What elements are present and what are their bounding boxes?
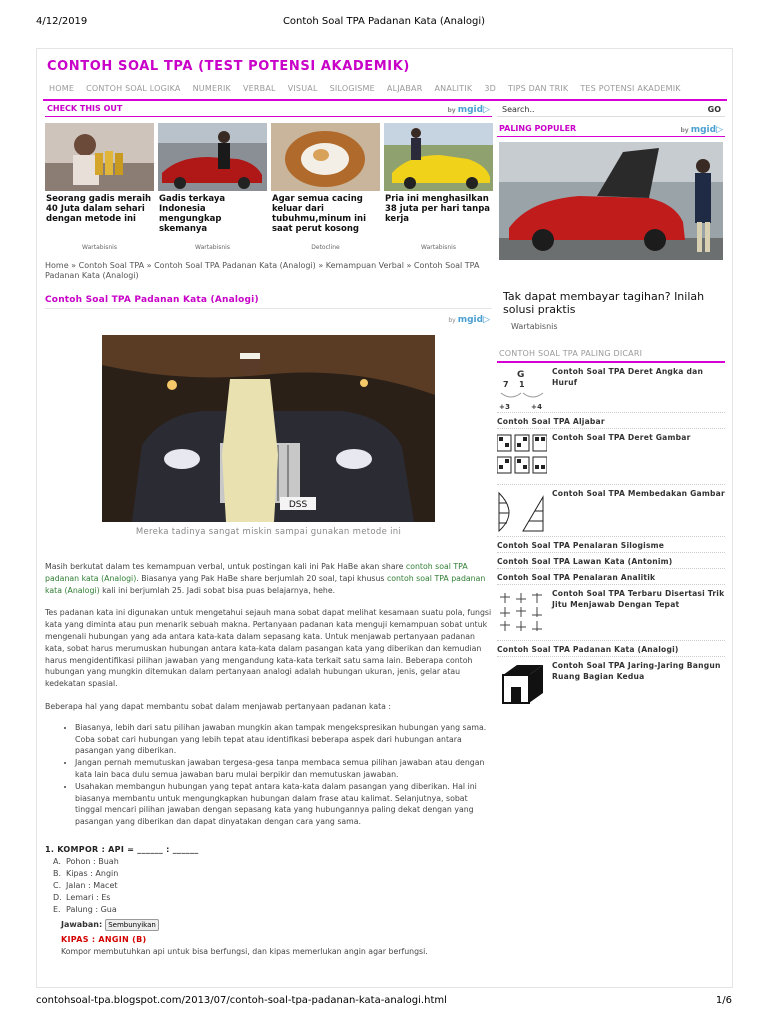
list-item[interactable]: Contoh Soal TPA Penalaran Silogisme — [497, 537, 725, 553]
ad-card[interactable] — [384, 123, 493, 251]
mgid-logo[interactable]: by mgid▷ — [680, 125, 723, 135]
svg-text:+4: +4 — [531, 403, 543, 411]
adchoices-icon: ▷ — [483, 105, 490, 115]
ad-title[interactable]: Seorang gadis meraih 40 Juta dalam sehari dengan metode ini — [46, 194, 152, 224]
site-title[interactable]: CONTOH SOAL TPA (TEST POTENSI AKADEMIK) — [47, 59, 410, 74]
ads-heading: CHECK THIS OUT — [47, 104, 123, 113]
option-item: B. Kipas : Angin — [53, 868, 119, 878]
search-box[interactable] — [497, 103, 725, 117]
nav-item-tpa[interactable]: TES POTENSI AKADEMIK — [580, 84, 681, 93]
ad-cards — [45, 123, 492, 251]
ad-source: Wartabisnis — [82, 244, 117, 251]
ad-image[interactable] — [384, 123, 493, 191]
answer-label: Jawaban: — [61, 920, 103, 930]
intro-paragraph: Masih berkutat dalam tes kemampuan verbal, untuk postingan kali ini Pak HaBe akan share contoh soal TPA padanan kata (Analogi). Biasanya yang Pak HaBe share berjumlah 20 soal, tapi khusus contoh soal TPA padanan kata (Analogi) kali ini berjumlah 25. Jadi sobat bisa puas belajarnya, hehe. — [45, 562, 486, 595]
ad-source: Detocline — [311, 244, 340, 251]
svg-text:1: 1 — [519, 380, 525, 389]
ad-title[interactable]: Pria ini menghasilkan 38 juta per hari tanpa kerja — [385, 194, 491, 224]
nav-item-home[interactable]: HOME — [49, 84, 75, 93]
answer-row — [61, 919, 492, 931]
print-footer — [0, 995, 768, 1009]
hide-answer-button[interactable]: Sembunyikan — [105, 919, 159, 931]
search-go-button[interactable]: GO — [707, 105, 721, 114]
popular-title[interactable]: Tak dapat membayar tagihan? Inilah solusi praktis — [503, 290, 705, 316]
nav-item-silogisme[interactable]: SILOGISME — [329, 84, 375, 93]
option-item: E. Palung : Gua — [53, 904, 117, 914]
list-item[interactable]: Contoh Soal TPA Lawan Kata (Antonim) — [497, 553, 725, 569]
thumb-grid[interactable] — [497, 433, 547, 481]
ad-image[interactable] — [271, 123, 380, 191]
tips-intro: Beberapa hal yang dapat membantu sobat dalam menjawab pertanyaan padanan kata : — [45, 701, 392, 711]
ad-card[interactable] — [271, 123, 380, 251]
nav-item-visual[interactable]: VISUAL — [287, 84, 318, 93]
nav-item-logika[interactable]: CONTOH SOAL LOGIKA — [86, 84, 181, 93]
post-title[interactable]: Contoh Soal TPA Padanan Kata (Analogi) — [45, 295, 492, 309]
mgid-logo[interactable]: by mgid▷ — [447, 105, 490, 115]
nav-item-analitik[interactable]: ANALITIK — [434, 84, 473, 93]
list-item[interactable]: Contoh Soal TPA Penalaran Analitik — [497, 569, 725, 585]
list-item[interactable]: Contoh Soal TPA Jaring-Jaring Bangun Ruang Bagian Kedua — [497, 657, 725, 709]
answer-key: KIPAS : ANGIN (B) — [61, 934, 147, 944]
list-item: • Biasanya, lebih dari satu pilihan jawaban mungkin akan tampak mengekspresikan hubungan yang sama. Coba sobat cari hubungan yang lebih tepat atau identifikasi beberapa aspek dari hubungan antara pasangan yang diberikan. — [75, 722, 492, 757]
popular-header — [497, 123, 725, 137]
option-item: A. Pohon : Buah — [53, 856, 119, 866]
ads-header — [45, 103, 492, 117]
tips-list — [65, 722, 492, 828]
hero-image[interactable] — [102, 335, 435, 522]
nav-item-3d[interactable]: 3D — [484, 84, 496, 93]
thumb-cube[interactable] — [497, 661, 547, 711]
sidebar — [497, 103, 725, 709]
svg-text:+3: +3 — [499, 403, 511, 411]
page-sheet — [36, 48, 733, 988]
popular-list — [497, 363, 725, 709]
main-column — [45, 103, 492, 956]
option-item: C. Jalan : Macet — [53, 880, 118, 890]
popular-source: Wartabisnis — [511, 322, 558, 331]
answer-options — [53, 856, 492, 916]
list-item: • Usahakan membangun hubungan yang tepat antara kata-kata dalam pasangan yang diberikan. Hal ini biasanya membantu untuk mengungkapkan hubungan dalam frase atau kalimat. Selanjutnya, sobat tinggal mencari pilihan jawaban dengan sepasang kata yang hubungannya paling dekat dengan yang pasangan yang diberikan dan dapat dinyatakan dengan cara yang sama. — [75, 781, 492, 828]
list-item[interactable]: Contoh Soal TPA Aljabar — [497, 413, 725, 429]
adchoices-icon: ▷ — [716, 125, 723, 135]
ad-title[interactable]: Gadis terkaya Indonesia mengungkap skemanya — [159, 194, 226, 234]
list-item[interactable]: Contoh Soal TPA Padanan Kata (Analogi) — [497, 641, 725, 657]
answer-explanation: Kompor membutuhkan api untuk bisa berfungsi, dan kipas memerlukan angin agar berfungsi. — [61, 946, 428, 956]
post-link[interactable]: contoh soal TPA padanan kata (Analogi) — [45, 573, 486, 595]
list-item[interactable]: G 7 1 +3 +4 Contoh Soal TPA Deret Angka dan Huruf — [497, 363, 725, 413]
thumb-letters[interactable] — [497, 367, 547, 415]
ad-title[interactable]: Agar semua cacing keluar dari tubuhmu,minum ini saat perut kosong — [272, 194, 367, 234]
ad-source: Wartabisnis — [195, 244, 230, 251]
search-input[interactable]: Search.. — [502, 105, 535, 114]
nav-item-tips[interactable]: TIPS DAN TRIK — [507, 84, 569, 93]
list-item[interactable]: Contoh Soal TPA Deret Gambar — [497, 429, 725, 485]
ad-card[interactable] — [45, 123, 154, 251]
svg-text:G: G — [517, 370, 525, 380]
print-title: Contoh Soal TPA Padanan Kata (Analogi) — [282, 16, 486, 27]
list-item[interactable]: Contoh Soal TPA Terbaru Disertasi Trik Jitu Menjawab Dengan Tepat — [497, 585, 725, 641]
list-item[interactable]: Contoh Soal TPA Membedakan Gambar — [497, 485, 725, 537]
thumb-figures[interactable] — [497, 589, 547, 639]
nav-item-verbal[interactable]: VERBAL — [242, 84, 276, 93]
post-link[interactable]: contoh soal TPA padanan kata (Analogi) — [45, 562, 468, 583]
thumb-shapes[interactable] — [497, 489, 547, 537]
list-item: • Jangan pernah memutuskan jawaban tergesa-gesa tanpa membaca semua pilihan jawaban atau dengan kata lain baca dulu semua jawaban baru mulai berpikir dan memutuskan jawaban. — [75, 757, 492, 781]
print-header — [0, 16, 768, 30]
mgid-bar — [45, 313, 492, 327]
breadcrumb[interactable]: Home » Contoh Soal TPA » Contoh Soal TPA Padanan Kata (Analogi) » Kemampuan Verbal » Contoh Soal TPA Padanan Kata (Analogi) — [45, 261, 480, 280]
print-url: contohsoal-tpa.blogspot.com/2013/07/contoh-soal-tpa-padanan-kata-analogi.html — [36, 995, 447, 1006]
svg-text:7: 7 — [503, 380, 509, 389]
print-date: 4/12/2019 — [36, 16, 88, 27]
adchoices-icon: ▷ — [483, 315, 490, 325]
popular-heading: PALING POPULER — [499, 124, 577, 133]
option-item: D. Lemari : Es — [53, 892, 111, 902]
popular-image[interactable] — [499, 142, 723, 260]
ad-card[interactable] — [158, 123, 267, 251]
main-nav — [43, 79, 727, 101]
page-number: 1/6 — [715, 995, 732, 1006]
body-paragraph: Tes padanan kata ini digunakan untuk mengetahui sejauh mana sobat dapat melihat kesamaan suatu pola, fungsi kata yang diminta atau pun menarik sebuah makna. Pertanyaan padanan kata menguji kemampuan sobat untuk mengenali hubungan yang ada antara kata-kata dalam sepasang kata. Untuk menjawab pertanyaan padanan kata, sobat harus merumuskan hubungan antara kata-kata dalam pasangan kata yang diberikan dan kemudian harus mengidentifikasi pilihan jawaban yang mengandung kata-kata terkait satu sama lain. Beberapa contoh hubungan yang mungkin ditemukan dalam pertanyaan analogi adalah hubungan ukuran, jenis, gelar atau kedekatan spasial. — [45, 608, 492, 689]
nav-item-numerik[interactable]: NUMERIK — [192, 84, 231, 93]
question: 1. KOMPOR : API = ______ : ______ — [45, 844, 199, 854]
ad-source: Wartabisnis — [421, 244, 456, 251]
mgid-logo[interactable]: by mgid▷ — [448, 315, 490, 325]
hero-ad[interactable] — [102, 335, 435, 543]
ad-image[interactable] — [45, 123, 154, 191]
license-plate: DSS — [288, 500, 308, 510]
list-heading: CONTOH SOAL TPA PALING DICARI — [497, 349, 725, 363]
hero-caption[interactable]: Mereka tadinya sangat miskin sampai gunakan metode ini — [102, 522, 435, 543]
ad-image[interactable] — [158, 123, 267, 191]
nav-item-aljabar[interactable]: ALJABAR — [386, 84, 423, 93]
